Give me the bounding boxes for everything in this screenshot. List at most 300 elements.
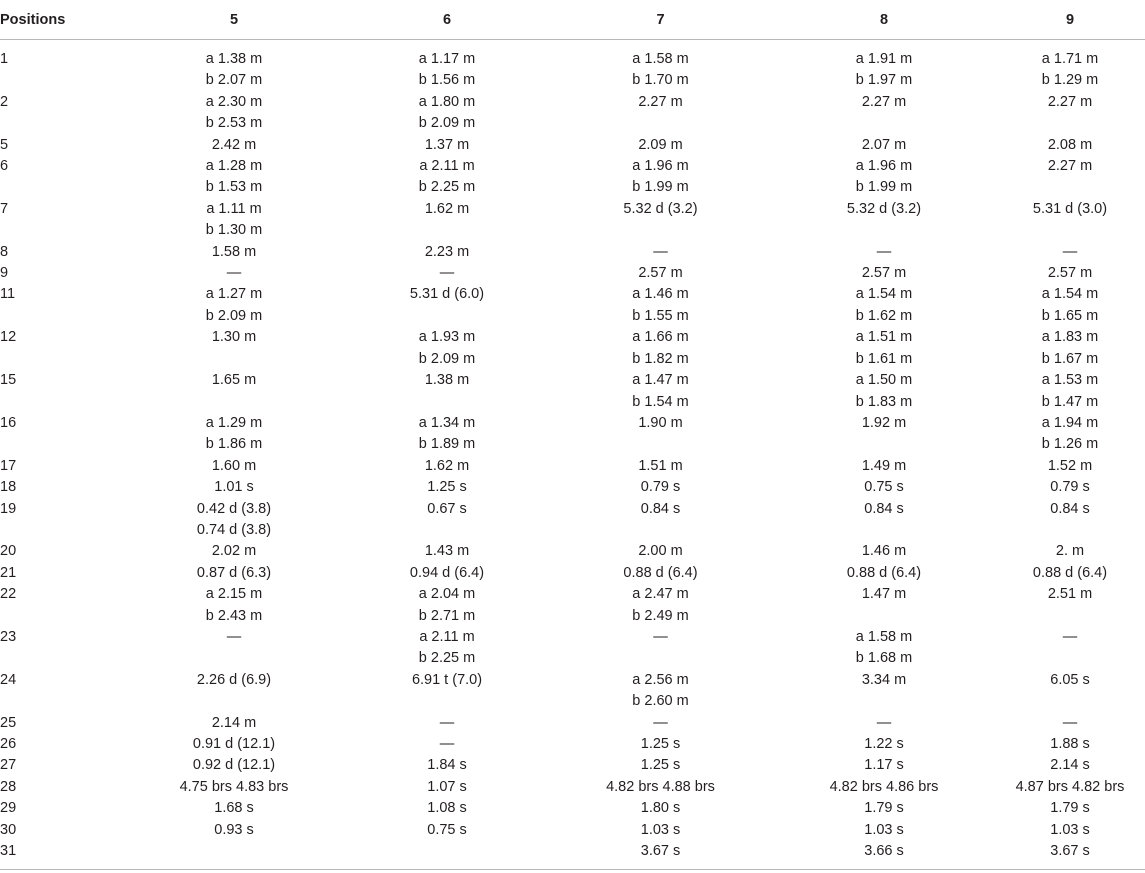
value-cell [346,499,548,542]
value-line: 2.27 m [638,93,683,110]
value-cell [548,734,773,755]
value-line: b 1.56 m [418,72,476,89]
value-line: b 1.99 m [632,179,689,196]
value-line: 2.26 d (6.9) [196,671,272,688]
value-line: 0.87 d (6.3) [196,564,272,581]
value-line: 3.66 s [864,843,904,860]
table-row [0,413,1145,456]
table-row [0,92,1145,135]
value-line: 6.05 s [1050,671,1090,688]
value-line: b 1.61 m [855,350,913,367]
value-cell [773,584,995,627]
value-line: 1.58 m [211,243,257,260]
value-line: a 1.28 m [205,158,263,175]
position-cell: 28 [0,778,17,795]
value-cell [548,820,773,841]
value-line: a 1.93 m [418,329,476,346]
value-cell [773,755,995,776]
value-line: 4.75 brs 4.83 brs [179,778,289,795]
value-cell [346,841,548,870]
value-line: 4.82 brs 4.88 brs [606,778,715,795]
value-cell [548,670,773,713]
value-cell [995,670,1145,713]
value-cell [773,263,995,284]
value-line: 1.46 m [861,543,907,560]
position-cell: 18 [0,479,17,496]
value-cell [346,670,548,713]
value-cell [548,841,773,870]
value-line: — [876,714,892,731]
value-cell [122,327,346,370]
value-line: 1.60 m [211,457,257,474]
value-cell [346,199,548,242]
position-cell: 15 [0,372,17,389]
value-cell [773,92,995,135]
value-line: b 1.53 m [205,179,263,196]
value-line: 2.27 m [1047,158,1093,175]
value-line: 1.08 s [427,800,467,817]
value-cell [773,734,995,755]
value-line: 5.31 d (3.0) [1032,200,1108,217]
value-cell [773,499,995,542]
header-positions: Positions [0,0,122,40]
value-line: b 1.67 m [1041,350,1099,367]
value-cell [548,755,773,776]
value-line: b 1.26 m [1041,436,1099,453]
value-line: 2.14 s [1050,757,1090,774]
value-line: 0.67 s [427,500,467,517]
value-line: 2.07 m [861,136,907,153]
position-cell: 6 [0,158,9,175]
value-line: b 1.83 m [855,393,913,410]
value-cell [773,327,995,370]
value-cell [548,713,773,734]
value-cell [122,627,346,670]
value-line: 1.17 s [864,757,904,774]
position-cell: 5 [0,136,9,153]
value-line: a 1.96 m [632,158,689,175]
header-compound-6: 6 [346,0,548,40]
value-cell [122,820,346,841]
value-line: 1.22 s [864,736,904,752]
value-cell [995,777,1145,798]
value-cell [122,413,346,456]
value-line: b 2.60 m [632,693,689,710]
value-line: 5.32 d (3.2) [623,200,698,217]
value-cell [122,841,346,870]
value-cell [548,370,773,413]
value-cell [548,777,773,798]
value-line: 1.80 s [640,800,681,817]
value-cell [995,477,1145,498]
value-cell [548,156,773,199]
header-compound-5: 5 [122,0,346,40]
value-cell [995,456,1145,477]
value-cell [548,477,773,498]
position-cell: 31 [0,841,122,870]
value-cell [122,563,346,584]
value-cell [773,477,995,498]
value-line: b 2.09 m [418,350,476,367]
value-cell [122,499,346,542]
value-line: 0.88 d (6.4) [846,564,922,581]
value-cell [773,841,995,870]
value-line: 1.47 m [861,586,907,603]
table-row [0,477,1145,498]
position-cell: 7 [0,200,9,217]
value-line: 1.25 s [640,757,681,774]
value-cell [773,541,995,562]
value-line: a 1.54 m [1041,286,1099,303]
position-cell: 30 [0,821,17,838]
value-cell [995,584,1145,627]
value-line: 1.65 m [211,372,257,389]
value-cell [995,263,1145,284]
value-cell [773,563,995,584]
value-line: 2.00 m [638,543,683,560]
value-cell [346,584,548,627]
position-cell: 20 [0,543,17,560]
value-line: 2.51 m [1047,586,1093,603]
value-cell [995,413,1145,456]
position-cell: 16 [0,414,17,431]
value-line: b 1.89 m [418,436,476,453]
value-line: 2.09 m [638,136,683,153]
value-cell [773,284,995,327]
value-line: a 1.29 m [205,414,263,431]
value-line: b 2.53 m [205,115,263,132]
table-row [0,798,1145,819]
position-cell: 12 [0,329,17,346]
value-line: a 1.58 m [632,51,689,67]
value-line: a 1.34 m [418,414,476,431]
value-cell [995,713,1145,734]
position-cell: 8 [0,243,9,260]
value-line: 1.25 s [427,479,467,496]
value-cell [346,413,548,456]
value-cell [346,713,548,734]
value-cell [122,263,346,284]
value-cell [122,713,346,734]
value-line: 3.67 s [1050,843,1090,860]
value-cell [346,370,548,413]
header-compound-7: 7 [548,0,773,40]
value-line: a 1.58 m [855,628,913,645]
value-line: b 1.82 m [632,350,689,367]
value-cell [122,670,346,713]
table-row [0,541,1145,562]
value-cell [346,777,548,798]
value-line: 1.79 s [864,800,904,817]
value-cell [122,541,346,562]
value-line: b 2.25 m [418,179,476,196]
table-row [0,456,1145,477]
value-line: 0.74 d (3.8) [196,521,272,538]
value-cell [995,820,1145,841]
value-line: a 1.91 m [855,51,913,67]
position-cell: 24 [0,671,17,688]
value-line: 1.84 s [427,757,467,774]
value-cell [122,199,346,242]
value-cell [122,370,346,413]
value-line: 1.03 s [1050,821,1090,838]
value-line: — [439,736,455,752]
value-cell [346,456,548,477]
value-line: — [653,628,668,645]
value-line: a 1.38 m [205,51,263,67]
value-line: a 1.96 m [855,158,913,175]
value-cell [548,242,773,263]
value-line: 0.92 d (12.1) [192,757,276,774]
value-cell [548,263,773,284]
value-line: 2.02 m [211,543,257,560]
value-line: — [1062,243,1078,260]
table-row [0,370,1145,413]
value-cell [548,92,773,135]
value-line: 0.79 s [640,479,681,496]
value-cell [122,755,346,776]
value-line: a 1.94 m [1041,414,1099,431]
value-line: a 2.04 m [418,586,476,603]
value-line: a 2.47 m [632,586,689,603]
value-cell [995,135,1145,156]
value-cell [346,92,548,135]
value-cell [773,713,995,734]
value-line: b 1.99 m [855,179,913,196]
value-line: 0.75 s [427,821,467,838]
position-cell: 27 [0,757,17,774]
value-line: — [876,243,892,260]
value-cell [995,92,1145,135]
value-line: 5.31 d (6.0) [409,286,485,303]
value-cell [346,135,548,156]
value-cell [995,563,1145,584]
value-cell [995,327,1145,370]
value-cell [346,627,548,670]
value-cell [548,199,773,242]
value-cell [548,798,773,819]
value-cell [773,156,995,199]
value-cell [346,477,548,498]
value-cell [548,563,773,584]
value-cell [995,541,1145,562]
value-cell [122,798,346,819]
value-line: 2.27 m [1047,93,1093,110]
value-line: 1.43 m [424,543,470,560]
value-cell [773,40,995,92]
value-cell [346,284,548,327]
value-line: a 1.51 m [855,329,913,346]
value-cell [346,327,548,370]
value-line: 0.88 d (6.4) [623,564,698,581]
value-cell [346,755,548,776]
value-line: — [439,714,455,731]
value-cell [548,627,773,670]
value-cell [122,242,346,263]
value-line: 0.79 s [1050,479,1090,496]
table-row [0,627,1145,670]
position-cell: 9 [0,265,9,282]
value-line: 1.62 m [424,200,470,217]
value-cell [122,92,346,135]
value-line: 1.62 m [424,457,470,474]
value-line: a 1.46 m [632,286,689,303]
value-line: 3.34 m [861,671,907,688]
value-cell [548,284,773,327]
value-cell [773,627,995,670]
value-line: 1.03 s [864,821,904,838]
value-cell [122,456,346,477]
value-line: 1.51 m [638,457,683,474]
value-cell [773,413,995,456]
value-line: a 1.71 m [1041,51,1099,67]
value-cell [995,627,1145,670]
position-cell: 29 [0,800,17,817]
value-line: — [1062,628,1078,645]
value-line: b 1.62 m [855,307,913,324]
value-line: b 1.68 m [855,650,913,667]
header-compound-8: 8 [773,0,995,40]
value-line: a 1.11 m [206,200,262,217]
value-line: a 2.11 m [419,628,475,645]
value-line: 2.14 m [211,714,257,731]
value-line: b 2.43 m [205,607,263,624]
value-line: b 2.71 m [418,607,476,624]
value-line: 0.94 d (6.4) [409,564,485,581]
value-cell [773,242,995,263]
value-line: 0.84 s [1050,500,1090,517]
value-cell [122,156,346,199]
value-cell [548,327,773,370]
value-line: b 2.09 m [205,307,263,324]
value-line: a 1.80 m [418,93,476,110]
value-cell [773,670,995,713]
value-cell [773,456,995,477]
value-cell [773,777,995,798]
value-line: b 2.25 m [418,650,476,667]
position-cell: 23 [0,628,17,645]
value-cell [346,798,548,819]
table-row [0,820,1145,841]
value-line: 4.82 brs 4.86 brs [829,778,939,795]
value-cell [122,40,346,92]
value-line: a 1.54 m [855,286,913,303]
value-cell [995,734,1145,755]
value-line: a 2.15 m [205,586,263,603]
value-line: 0.91 d (12.1) [192,736,276,752]
position-cell: 17 [0,457,17,474]
value-cell [548,456,773,477]
value-cell [548,135,773,156]
table-row [0,199,1145,242]
position-cell: 1 [0,51,9,67]
value-line: b 1.55 m [632,307,689,324]
value-line: 2.42 m [211,136,257,153]
value-cell [346,156,548,199]
value-line: 1.37 m [424,136,470,153]
value-line: 2.08 m [1047,136,1093,153]
value-cell [773,199,995,242]
table-row [0,713,1145,734]
value-line: a 2.56 m [632,671,689,688]
value-line: a 1.53 m [1041,372,1099,389]
value-line: — [653,243,668,260]
table-row [0,841,1145,870]
value-cell [122,135,346,156]
table-header [0,0,1145,40]
value-line: 1.92 m [861,414,907,431]
value-line: 2.57 m [861,265,907,282]
value-line: 1.30 m [211,329,257,346]
value-line: 0.84 s [640,500,681,517]
table-row [0,584,1145,627]
table-row [0,563,1145,584]
table-body [0,40,1145,870]
value-line: 1.90 m [638,414,683,431]
value-cell [346,263,548,284]
value-line: 3.67 s [640,843,681,860]
value-line: b 2.49 m [632,607,689,624]
table-row [0,499,1145,542]
value-cell [548,541,773,562]
value-cell [995,40,1145,92]
value-cell [548,499,773,542]
value-line: 2.27 m [861,93,907,110]
position-cell: 2 [0,93,9,110]
position-cell: 11 [0,286,16,303]
value-cell [995,370,1145,413]
value-cell [122,284,346,327]
value-line: 2.57 m [638,265,683,282]
value-line: b 2.09 m [418,115,476,132]
table-row [0,327,1145,370]
value-line: — [226,628,242,645]
value-line: a 1.47 m [632,372,689,389]
value-line: 2.23 m [424,243,470,260]
value-line: 1.88 s [1050,736,1090,752]
value-line: 1.25 s [640,736,681,752]
position-cell: 26 [0,736,17,752]
value-line: — [1062,714,1078,731]
table-row [0,242,1145,263]
value-cell [346,734,548,755]
table-row [0,777,1145,798]
value-line: 1.68 s [214,800,254,817]
value-cell [773,798,995,819]
value-line: 1.38 m [424,372,470,389]
value-cell [773,370,995,413]
value-cell [346,563,548,584]
value-line: 1.03 s [640,821,681,838]
value-line: 5.32 d (3.2) [846,200,922,217]
value-cell [346,820,548,841]
value-line: b 1.86 m [205,436,263,453]
value-line: a 1.50 m [855,372,913,389]
position-cell: 21 [0,564,17,581]
value-cell [548,40,773,92]
value-line: 6.91 t (7.0) [411,671,483,688]
value-cell [548,584,773,627]
value-line: 1.01 s [214,479,254,496]
value-cell [995,199,1145,242]
value-line: 1.49 m [861,457,907,474]
value-cell [122,734,346,755]
value-line: — [653,714,668,731]
value-line: 1.07 s [427,778,467,795]
value-line: 4.87 brs 4.82 brs [1015,778,1125,795]
position-cell: 25 [0,714,17,731]
value-line: b 2.07 m [205,72,263,89]
